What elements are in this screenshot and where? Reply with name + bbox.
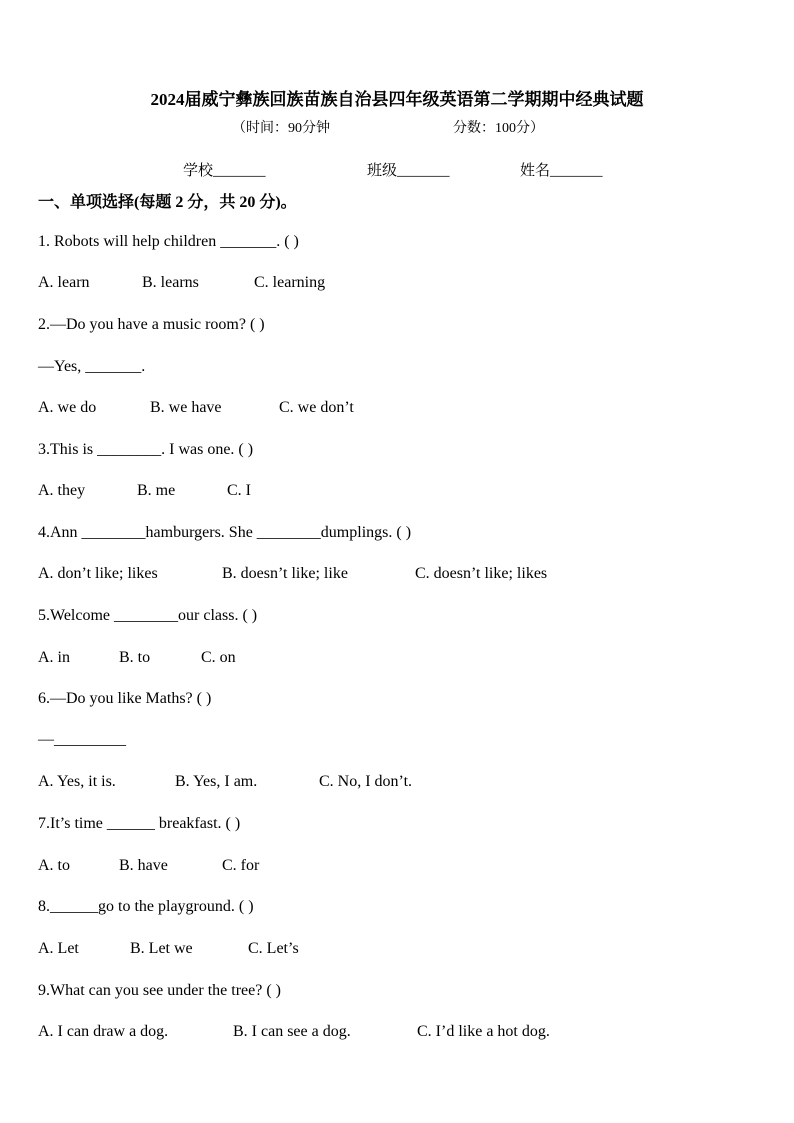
question-1-options: [38, 274, 325, 292]
question-2-options: [38, 399, 354, 417]
option-a: A. we do: [38, 399, 97, 416]
option-b: B. have: [119, 857, 168, 874]
option-b: B. Yes, I am.: [175, 773, 258, 790]
option-a: A. in: [38, 649, 70, 666]
option-a: A. to: [38, 857, 70, 874]
question-7-stem: 7.It’s time ______ breakfast. ( ): [38, 815, 241, 832]
question-9-stem: 9.What can you see under the tree? ( ): [38, 982, 281, 999]
option-a: A. they: [38, 482, 86, 499]
question-3-stem: 3.This is ________. I was one. ( ): [38, 441, 254, 458]
option-c: C. for: [222, 857, 260, 874]
option-c: C. No, I don’t.: [319, 773, 413, 790]
option-a: A. Yes, it is.: [38, 773, 116, 790]
option-a: A. I can draw a dog.: [38, 1023, 169, 1040]
exam-time: （时间：90分钟: [232, 121, 330, 136]
question-3-options: [38, 482, 251, 500]
question-8-options: [38, 940, 299, 958]
page-title: 2024届威宁彝族回族苗族自治县四年级英语第二学期期中经典试题: [150, 90, 644, 109]
question-5-options: [38, 649, 236, 667]
option-b: B. we have: [150, 399, 222, 416]
class-field: 班级_______: [367, 163, 450, 179]
option-c: C. learning: [254, 274, 326, 291]
option-b: B. me: [137, 482, 176, 499]
question-6-answer: —_________: [38, 731, 126, 748]
name-field: 姓名_______: [520, 163, 603, 179]
question-2-answer: —Yes, _______.: [38, 358, 146, 375]
option-c: C. on: [201, 649, 236, 666]
school-field: 学校_______: [183, 163, 266, 179]
option-b: B. Let we: [130, 940, 193, 957]
question-1-stem: 1. Robots will help children _______. ( ): [38, 233, 299, 250]
question-4-stem: 4.Ann ________hamburgers. She ________dumplings. ( ): [38, 524, 412, 541]
option-c: C. we don’t: [279, 399, 354, 416]
question-4-options: [38, 565, 547, 583]
option-b: B. I can see a dog.: [233, 1023, 351, 1040]
option-a: A. don’t like; likes: [38, 565, 158, 582]
question-8-stem: 8.______go to the playground. ( ): [38, 898, 254, 915]
option-b: B. doesn’t like; like: [222, 565, 348, 582]
option-a: A. Let: [38, 940, 79, 957]
option-c: C. I’d like a hot dog.: [417, 1023, 550, 1040]
question-5-stem: 5.Welcome ________our class. ( ): [38, 607, 258, 624]
option-c: C. doesn’t like; likes: [415, 565, 548, 582]
option-c: C. I: [227, 482, 251, 499]
question-9-options: [38, 1023, 550, 1041]
section-title: 一、单项选择(每题 2 分，共 20 分)。: [38, 194, 297, 211]
question-7-options: [38, 857, 259, 875]
question-6-options: [38, 773, 412, 791]
exam-score: 分数：100分）: [453, 121, 544, 136]
option-c: C. Let’s: [248, 940, 299, 957]
question-2-stem: 2.—Do you have a music room? ( ): [38, 316, 265, 333]
question-6-stem: 6.—Do you like Maths? ( ): [38, 690, 212, 707]
option-a: A. learn: [38, 274, 90, 291]
option-b: B. learns: [142, 274, 199, 291]
option-b: B. to: [119, 649, 151, 666]
